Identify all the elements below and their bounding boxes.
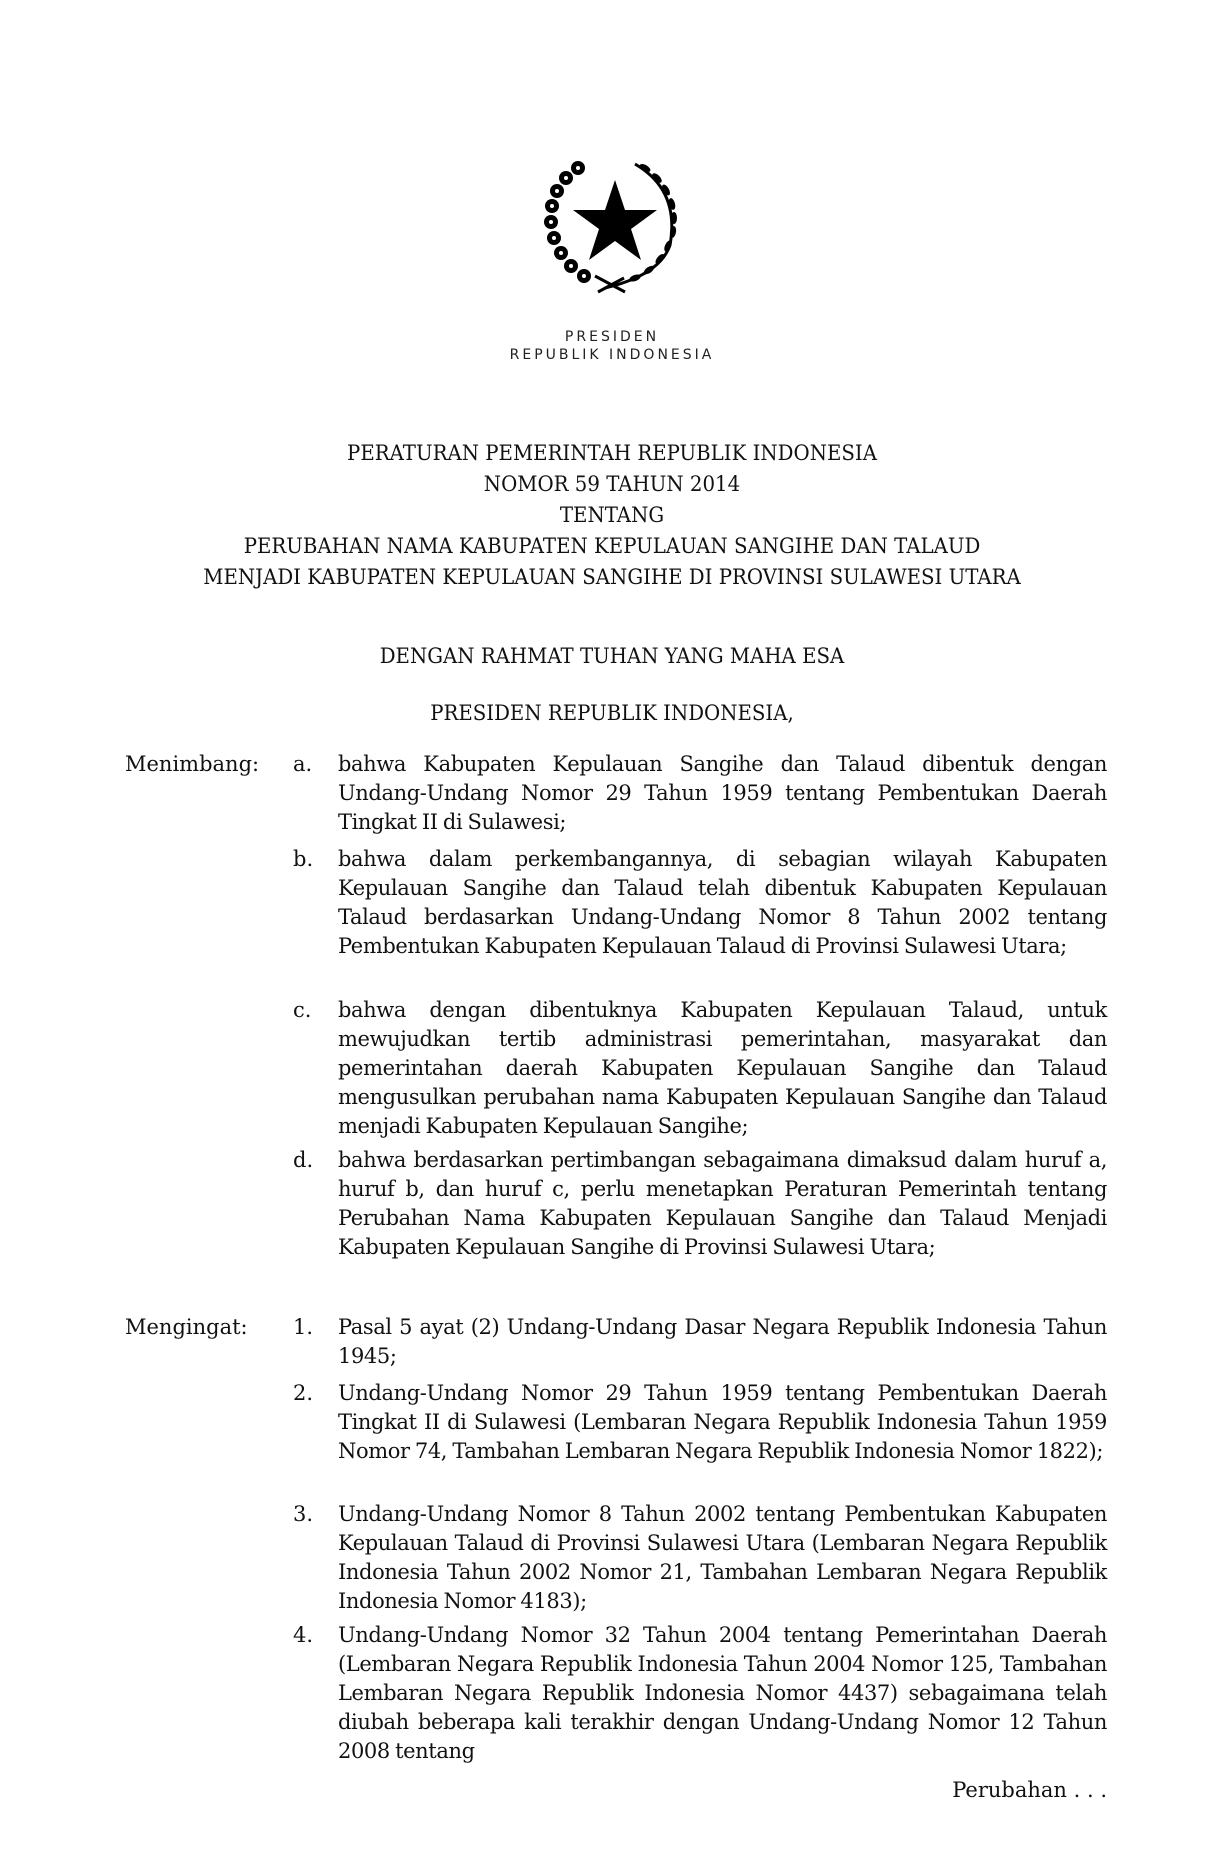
item-marker: 4. [293,1623,314,1647]
item-text: bahwa dengan dibentuknya Kabupaten Kepulauan Talaud, untuk mewujudkan tertib administrasi pemerintahan, masyarakat dan pemerintahan daerah Kabupaten Kepulauan Sangihe dan Talaud mengusulkan perubahan nama Kabupaten Kepulauan Sangihe dan Talaud menjadi Kabupaten Kepulauan Sangihe; [338,998,1107,1138]
section-label: Menimbang: [125,752,260,776]
item-text: bahwa berdasarkan pertimbangan sebagaimana dimaksud dalam huruf a, huruf b, dan huruf c, perlu menetapkan Peraturan Pemerintah tentang Perubahan Nama Kabupaten Kepulauan Sangihe dan Talaud Menjadi Kabupaten Kepulauan Sangihe di Provinsi Sulawesi Utara; [338,1148,1107,1259]
item-marker: 3. [293,1502,314,1526]
document-title [0,438,1224,593]
header-label-presiden: PRESIDEN [564,329,660,345]
title-line: NOMOR 59 TAHUN 2014 [483,472,741,496]
item-marker: 1. [293,1315,314,1339]
title-line: PERUBAHAN NAMA KABUPATEN KEPULAUAN SANGIHE DAN TALAUD [243,534,981,558]
item-text: Undang-Undang Nomor 29 Tahun 1959 tentang Pembentukan Daerah Tingkat II di Sulawesi (Lembaran Negara Republik Indonesia Tahun 1959 Nomor 74, Tambahan Lembaran Negara Republik Indonesia Nomor 1822); [338,1381,1107,1463]
item-marker: b. [293,847,314,871]
item-marker: c. [293,998,312,1022]
item-text: bahwa dalam perkembangannya, di sebagian wilayah Kabupaten Kepulauan Sangihe dan Talaud telah dibentuk Kabupaten Kepulauan Talaud berdasarkan Undang-Undang Nomor 8 Tahun 2002 tentang Pembentukan Kabupaten Kepulauan Talaud di Provinsi Sulawesi Utara; [338,847,1107,958]
header-label-republik: REPUBLIK INDONESIA [509,347,715,363]
item-marker: d. [293,1148,314,1172]
item-text: bahwa Kabupaten Kepulauan Sangihe dan Talaud dibentuk dengan Undang-Undang Nomor 29 Tahun 1959 tentang Pembentukan Daerah Tingkat II di Sulawesi; [338,752,1107,834]
item-text: Pasal 5 ayat (2) Undang-Undang Dasar Negara Republik Indonesia Tahun 1945; [338,1315,1107,1368]
issuer: PRESIDEN REPUBLIK INDONESIA, [430,701,794,725]
title-line: MENJADI KABUPATEN KEPULAUAN SANGIHE DI PROVINSI SULAWESI UTARA [203,565,1021,589]
invocation: DENGAN RAHMAT TUHAN YANG MAHA ESA [379,644,845,668]
item-marker: a. [293,752,313,776]
presidential-seal-icon [540,150,690,300]
item-text: Undang-Undang Nomor 32 Tahun 2004 tentang Pemerintahan Daerah (Lembaran Negara Republik Indonesia Tahun 2004 Nomor 125, Tambahan Lembaran Negara Republik Indonesia Nomor 4437) sebagaimana telah diubah beberapa kali terakhir dengan Undang-Undang Nomor 12 Tahun 2008 tentang [338,1623,1107,1763]
continuation-marker: Perubahan . . . [952,1778,1107,1802]
title-line: PERATURAN PEMERINTAH REPUBLIK INDONESIA [347,441,877,465]
title-line: TENTANG [559,503,665,527]
item-text: Undang-Undang Nomor 8 Tahun 2002 tentang Pembentukan Kabupaten Kepulauan Talaud di Provinsi Sulawesi Utara (Lembaran Negara Republik Indonesia Tahun 2002 Nomor 21, Tambahan Lembaran Negara Republik Indonesia Nomor 4183); [338,1502,1107,1613]
section-label: Mengingat: [125,1315,248,1339]
item-marker: 2. [293,1381,314,1405]
